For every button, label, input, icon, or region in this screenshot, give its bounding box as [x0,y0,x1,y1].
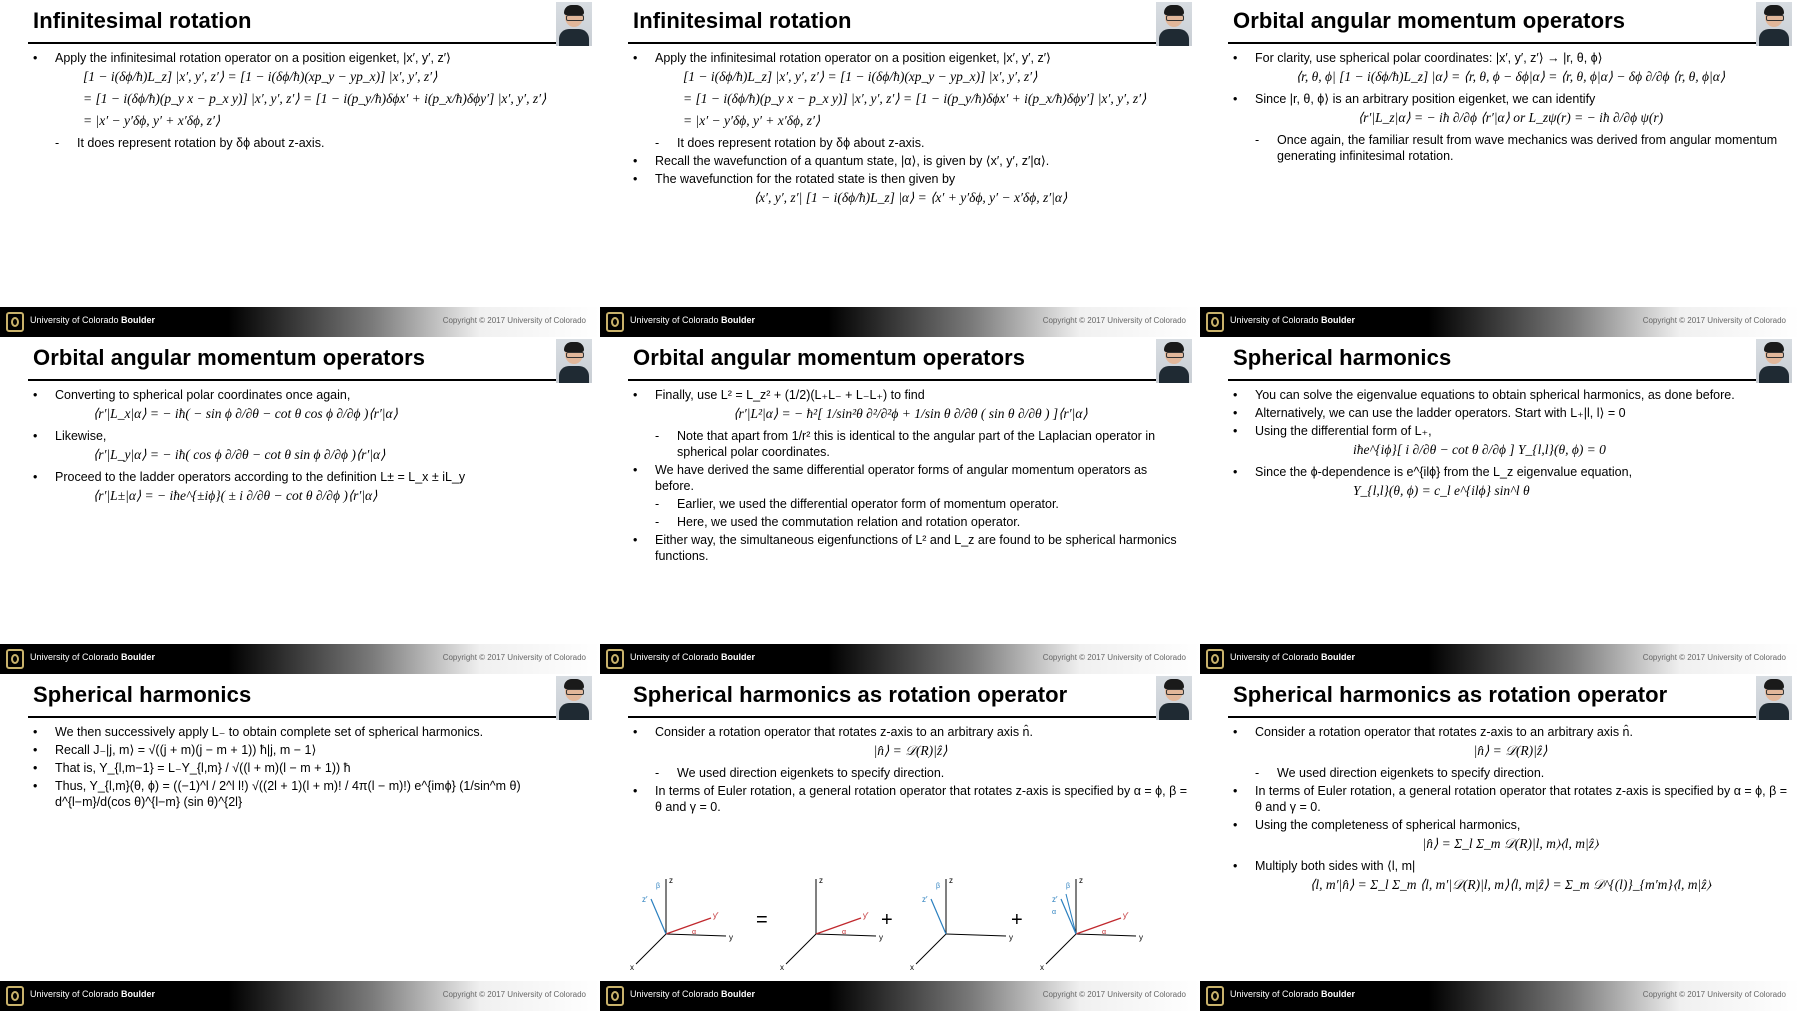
slide-title: Infinitesimal rotation [33,8,252,33]
sub-bullet-item: - Once again, the familiar result from wave mechanics was derived from angular momentum generating infinitesimal rotation. [1233,132,1788,164]
bullet-item: • Recall J₋|j, m⟩ = √((j + m)(j − m + 1)) ħ|j, m − 1⟩ [33,742,588,758]
slide-title: Spherical harmonics [1233,345,1452,370]
bullet-item: • Likewise, [33,428,588,444]
bullet-item: • Recall the wavefunction of a quantum state, |α⟩, is given by ⟨x′, y′, z′|α⟩. [633,153,1188,169]
equation: = |x′ − y′δϕ, y′ + x′δϕ, z′⟩ [83,113,221,128]
svg-text:z: z [1079,876,1083,885]
slide-footer [1200,307,1800,337]
title-rule [628,42,1192,44]
equation: |n̂⟩ = 𝒟(R)|ẑ⟩ [873,743,948,758]
copyright-text: Copyright © 2017 University of Colorado [1642,653,1786,662]
university-name: University of Colorado Boulder [630,652,756,662]
bullet-item: • Thus, Y_{l,m}(θ, ϕ) = ((−1)^l / 2^l l!) √((2l + 1)(l + m)! / 4π(l − m)!) e^{imϕ} (1/sin^m θ) d^{l−m}/d(cos θ)^{l−m} (sin θ)^{2l} [33,778,588,810]
presenter-avatar [1756,339,1792,383]
op-equals: = [756,909,768,931]
equation: ⟨r′|L²|α⟩ = − ħ²[ 1/sin²θ ∂²/∂²ϕ + 1/sin θ ∂/∂θ ( sin θ ∂/∂θ ) ]⟨r′|α⟩ [733,406,1088,421]
equation: |n̂⟩ = Σ_l Σ_m 𝒟(R)|l, m⟩⟨l, m|ẑ⟩ [1422,836,1599,851]
presenter-avatar [556,2,592,46]
slide-footer [600,644,1200,674]
bullet-item: • For clarity, use spherical polar coordinates: |x′, y′, z′⟩ → |r, θ, ϕ⟩ [1233,50,1788,66]
title-rule [28,42,592,44]
copyright-text: Copyright © 2017 University of Colorado [1042,990,1186,999]
slide-7 [0,674,600,1011]
svg-text:y′: y′ [863,911,869,920]
equation: |n̂⟩ = 𝒟(R)|ẑ⟩ [1473,743,1548,758]
sub-bullet-item: - We used direction eigenkets to specify direction. [1233,765,1788,781]
sub-bullet-item: - Here, we used the commutation relation and rotation operator. [633,514,1188,530]
bullet-item: • Apply the infinitesimal rotation operator on a position eigenket, |x′, y′, z′⟩ [633,50,1188,66]
university-name: University of Colorado Boulder [30,315,156,325]
bullet-item: • Since the ϕ-dependence is e^{ilϕ} from the L_z eigenvalue equation, [1233,464,1788,480]
university-name: University of Colorado Boulder [1230,652,1356,662]
cu-logo-icon [1206,649,1224,669]
presenter-avatar [556,676,592,720]
copyright-text: Copyright © 2017 University of Colorado [442,316,586,325]
slide-content [33,387,588,634]
svg-text:z′: z′ [1052,895,1058,904]
university-name: University of Colorado Boulder [1230,989,1356,999]
bullet-item: • Since |r, θ, ϕ⟩ is an arbitrary position eigenket, we can identify [1233,91,1788,107]
svg-text:+: + [1011,909,1023,931]
copyright-text: Copyright © 2017 University of Colorado [442,990,586,999]
slide-footer [1200,644,1800,674]
svg-text:x: x [1040,963,1044,972]
svg-text:y: y [879,933,883,942]
svg-text:α: α [1102,929,1107,936]
bullet-item: • We have derived the same differential operator forms of angular momentum operators as before. [633,462,1188,494]
sub-bullet-item: - It does represent rotation by δϕ about z-axis. [633,135,1188,151]
slide-title: Spherical harmonics as rotation operator [633,682,1068,707]
bullet-item: • Using the differential form of L₊, [1233,423,1788,439]
svg-text:β: β [1066,883,1071,890]
cu-logo-icon [606,312,624,332]
slide-footer [0,981,600,1011]
slide-title: Spherical harmonics [33,682,252,707]
bullet-item: • Multiply both sides with ⟨l, m| [1233,858,1788,874]
presenter-avatar [1156,339,1192,383]
svg-text:x: x [910,963,914,972]
slide-title: Orbital angular momentum operators [1233,8,1626,33]
university-name: University of Colorado Boulder [30,652,156,662]
copyright-text: Copyright © 2017 University of Colorado [442,653,586,662]
svg-text:y′: y′ [1123,911,1129,920]
slide-content [633,50,1188,297]
cu-logo-icon [1206,312,1224,332]
cu-logo-icon [606,649,624,669]
cu-logo-icon [606,986,624,1006]
title-rule [1228,42,1792,44]
slide-content [1233,724,1788,971]
slide-5 [600,337,1200,674]
bullet-item: • In terms of Euler rotation, a general rotation operator that rotates z-axis is specified by α = ϕ, β = θ and γ = 0. [633,783,1188,815]
sub-bullet-item: - Earlier, we used the differential operator form of momentum operator. [633,496,1188,512]
title-rule [628,716,1192,718]
slide-content [633,387,1188,634]
slide-content [1233,50,1788,297]
equation: ⟨x′, y′, z′| [1 − i(δϕ/ħ)L_z] |α⟩ = ⟨x′ + y′δϕ, y′ − x′δϕ, z′|α⟩ [753,190,1068,205]
equation: iħe^{iϕ}[ i ∂/∂θ − cot θ ∂/∂ϕ ] Y_{l,l}(θ, ϕ) = 0 [1353,442,1606,457]
presenter-avatar [556,339,592,383]
slide-4 [0,337,600,674]
svg-text:α: α [1052,909,1057,916]
cu-logo-icon [6,312,24,332]
slide-3 [1200,0,1800,337]
slide-2 [600,0,1200,337]
university-name: University of Colorado Boulder [630,315,756,325]
svg-text:β: β [936,883,941,890]
presenter-avatar [1756,2,1792,46]
bullet-item: • Converting to spherical polar coordinates once again, [33,387,588,403]
equation: = [1 − i(δϕ/ħ)(p_y x − p_x y)] |x′, y′, z′⟩ = [1 − i(p_y/ħ)δϕx′ + i(p_x/ħ)δϕy′] |x′, y′, z′⟩ [683,91,1147,106]
svg-text:α: α [692,929,697,936]
svg-text:α: α [842,929,847,936]
svg-text:y′: y′ [713,911,719,920]
equation: ⟨r′|L_y|α⟩ = − iħ( cos ϕ ∂/∂θ − cot θ sin ϕ ∂/∂ϕ )⟨r′|α⟩ [93,447,386,462]
slide-title: Orbital angular momentum operators [33,345,426,370]
presenter-avatar [1156,2,1192,46]
presenter-avatar [1756,676,1792,720]
svg-text:z′: z′ [642,895,648,904]
slide-title: Infinitesimal rotation [633,8,852,33]
copyright-text: Copyright © 2017 University of Colorado [1642,990,1786,999]
bullet-item: • Using the completeness of spherical harmonics, [1233,817,1788,833]
bullet-item: • Finally, use L² = L_z² + (1/2)(L₊L₋ + L₋L₊) to find [633,387,1188,403]
presenter-avatar [1156,676,1192,720]
slide-footer [0,307,600,337]
equation: ⟨r′|L_z|α⟩ = − iħ ∂/∂ϕ ⟨r′|α⟩ or L_zψ(r) = − iħ ∂/∂ϕ ψ(r) [1357,110,1664,125]
sub-bullet-item: - We used direction eigenkets to specify direction. [633,765,1188,781]
cu-logo-icon [6,986,24,1006]
bullet-item: • Alternatively, we can use the ladder operators. Start with L₊|l, l⟩ = 0 [1233,405,1788,421]
svg-text:z: z [669,876,673,885]
equation: = [1 − i(δϕ/ħ)(p_y x − p_x y)] |x′, y′, z′⟩ = [1 − i(p_y/ħ)δϕx′ + i(p_x/ħ)δϕy′] |x′, y′, z′⟩ [83,91,547,106]
title-rule [28,716,592,718]
sub-bullet-item: - Note that apart from 1/r² this is identical to the angular part of the Laplacian operator in spherical polar coordinates. [633,428,1188,460]
equation: Y_{l,l}(θ, ϕ) = c_l e^{ilϕ} sin^l θ [1353,483,1530,498]
svg-text:z: z [819,876,823,885]
equation: ⟨l, m′|n̂⟩ = Σ_l Σ_m ⟨l, m′|𝒟(R)|l, m⟩⟨l, m|ẑ⟩ = Σ_m 𝒟^{(l)}_{m′m}⟨l, m|ẑ⟩ [1310,877,1711,892]
svg-text:y: y [1139,933,1143,942]
slide-content [1233,387,1788,634]
bullet-item: • Apply the infinitesimal rotation operator on a position eigenket, |x′, y′, z′⟩ [33,50,588,66]
title-rule [1228,716,1792,718]
copyright-text: Copyright © 2017 University of Colorado [1642,316,1786,325]
equation: ⟨r′|L±|α⟩ = − iħe^{±iϕ}( ± i ∂/∂θ − cot θ ∂/∂ϕ )⟨r′|α⟩ [93,488,378,503]
equation: = |x′ − y′δϕ, y′ + x′δϕ, z′⟩ [683,113,821,128]
bullet-item: • Consider a rotation operator that rotates z-axis to an arbitrary axis n̂. [1233,724,1788,740]
equation: [1 − i(δϕ/ħ)L_z] |x′, y′, z′⟩ = [1 − i(δϕ/ħ)(xp_y − yp_x)] |x′, y′, z′⟩ [683,69,1038,84]
university-name: University of Colorado Boulder [1230,315,1356,325]
bullet-item: • Either way, the simultaneous eigenfunctions of L² and L_z are found to be spherical harmonics functions. [633,532,1188,564]
svg-text:y: y [729,933,733,942]
equation: [1 − i(δϕ/ħ)L_z] |x′, y′, z′⟩ = [1 − i(δϕ/ħ)(xp_y − yp_x)] |x′, y′, z′⟩ [83,69,438,84]
slide-9 [1200,674,1800,1011]
cu-logo-icon [6,649,24,669]
bullet-item: • That is, Y_{l,m−1} = L₋Y_{l,m} / √((l + m)(l − m + 1)) ħ [33,760,588,776]
slide-footer [0,644,600,674]
slide-footer [600,307,1200,337]
svg-text:z: z [949,876,953,885]
cu-logo-icon [1206,986,1224,1006]
bullet-item: • The wavefunction for the rotated state is then given by [633,171,1188,187]
svg-text:x: x [630,963,634,972]
svg-text:β: β [656,883,661,890]
svg-text:y: y [1009,933,1013,942]
slide-6 [1200,337,1800,674]
slide-title: Orbital angular momentum operators [633,345,1026,370]
title-rule [28,379,592,381]
sub-bullet-item: - It does represent rotation by δϕ about z-axis. [33,135,588,151]
slide-title: Spherical harmonics as rotation operator [1233,682,1668,707]
copyright-text: Copyright © 2017 University of Colorado [1042,653,1186,662]
slide-8 [600,674,1200,1011]
equation: ⟨r′|L_x|α⟩ = − iħ( − sin ϕ ∂/∂θ − cot θ cos ϕ ∂/∂ϕ )⟨r′|α⟩ [93,406,398,421]
bullet-item: • You can solve the eigenvalue equations to obtain spherical harmonics, as done before. [1233,387,1788,403]
equation: ⟨r, θ, ϕ| [1 − i(δϕ/ħ)L_z] |α⟩ = ⟨r, θ, ϕ − δϕ|α⟩ = ⟨r, θ, ϕ|α⟩ − δϕ ∂/∂ϕ ⟨r, θ, ϕ|α⟩ [1295,69,1726,84]
euler-rotation-figure [626,874,1186,974]
university-name: University of Colorado Boulder [630,989,756,999]
svg-text:x: x [780,963,784,972]
bullet-item: • In terms of Euler rotation, a general rotation operator that rotates z-axis is specified by α = ϕ, β = θ and γ = 0. [1233,783,1788,815]
slide-1 [0,0,600,337]
bullet-item: • Consider a rotation operator that rotates z-axis to an arbitrary axis n̂. [633,724,1188,740]
title-rule [628,379,1192,381]
title-rule [1228,379,1792,381]
slide-content [33,724,588,971]
university-name: University of Colorado Boulder [30,989,156,999]
bullet-item: • We then successively apply L₋ to obtain complete set of spherical harmonics. [33,724,588,740]
bullet-item: • Proceed to the ladder operators according to the definition L± = L_x ± iL_y [33,469,588,485]
slide-content [33,50,588,297]
slide-footer [600,981,1200,1011]
svg-text:z′: z′ [922,895,928,904]
slide-footer [1200,981,1800,1011]
svg-text:+: + [881,909,893,931]
copyright-text: Copyright © 2017 University of Colorado [1042,316,1186,325]
